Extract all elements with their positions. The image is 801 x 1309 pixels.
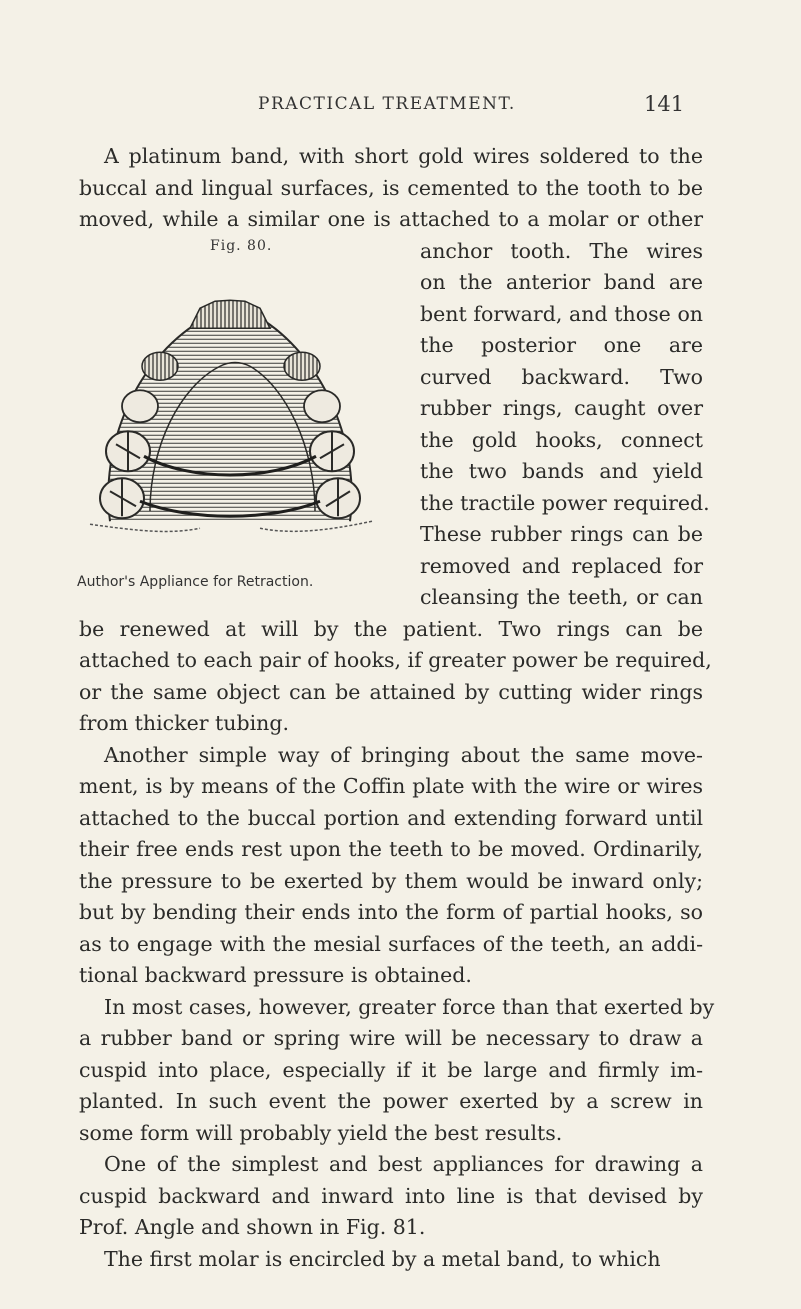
text-line: rubber rings, caught over (420, 396, 703, 420)
text-line: be renewed at will by the patient. Two rings can be (79, 616, 703, 641)
text-line: the two bands and yield (420, 459, 703, 483)
text-line: some form will probably yield the best results. (79, 1120, 563, 1145)
text-line: the gold hooks, connect (420, 427, 703, 452)
text-line: One of the simplest and best appliances for drawing a (104, 1152, 703, 1176)
text-line: but by bending their ends into the form of partial hooks, so (79, 900, 703, 924)
text-line: the posterior one are (420, 333, 703, 357)
figure-label: Fig. 80. (210, 237, 273, 254)
text-line: moved, while a similar one is attached to a molar or other (79, 207, 703, 231)
text-line: Another simple way of bringing about the same move- (104, 742, 703, 767)
text-line: the pressure to be exerted by them would be inward only; (79, 868, 703, 893)
text-line: on the anterior band are (420, 270, 703, 294)
text-line: attached to the buccal portion and extending forward until (79, 805, 703, 830)
text-line: cleansing the teeth, or can (420, 585, 703, 609)
text-line: removed and replaced for (420, 553, 703, 578)
text-line: from thicker tubing. (79, 711, 289, 735)
text-line: curved backward. Two (420, 364, 703, 389)
text-line: These rubber rings can be (420, 522, 703, 546)
text-line: ment, is by means of the Coffin plate with the wire or wires (79, 774, 703, 798)
text-line: cuspid backward and inward into line is that devised by (79, 1183, 703, 1208)
text-line: the tractile power required. (420, 490, 710, 515)
text-line: buccal and lingual surfaces, is cemented to the tooth to be (79, 175, 703, 200)
text-line: a rubber band or spring wire will be necessary to draw a (79, 1026, 703, 1050)
page-number: 141 (644, 92, 685, 116)
text-line: tional backward pressure is obtained. (79, 963, 472, 987)
text-line: anchor tooth. The wires (420, 238, 703, 263)
text-line: In most cases, however, greater force than that exerted by (104, 994, 715, 1019)
running-head: PRACTICAL TREATMENT. (258, 94, 516, 114)
text-line: bent forward, and those on (420, 301, 703, 326)
text-line: A platinum band, with short gold wires soldered to the (104, 144, 703, 168)
text-line: or the same object can be attained by cutting wider rings (79, 679, 703, 704)
dental-arch-illustration (80, 252, 380, 571)
text-line: Prof. Angle and shown in Fig. 81. (79, 1215, 426, 1239)
text-line: attached to each pair of hooks, if greater power be required, (79, 648, 712, 672)
figure-caption: Author's Appliance for Retraction. (77, 574, 314, 590)
text-line: planted. In such event the power exerted by a screw in (79, 1089, 703, 1113)
text-line: The first molar is encircled by a metal band, to which (104, 1246, 661, 1271)
text-line: their free ends rest upon the teeth to be moved. Ordinarily, (79, 837, 703, 861)
text-line: cuspid into place, especially if it be large and firmly im- (79, 1057, 703, 1082)
text-line: as to engage with the mesial surfaces of the teeth, an addi- (79, 931, 703, 956)
